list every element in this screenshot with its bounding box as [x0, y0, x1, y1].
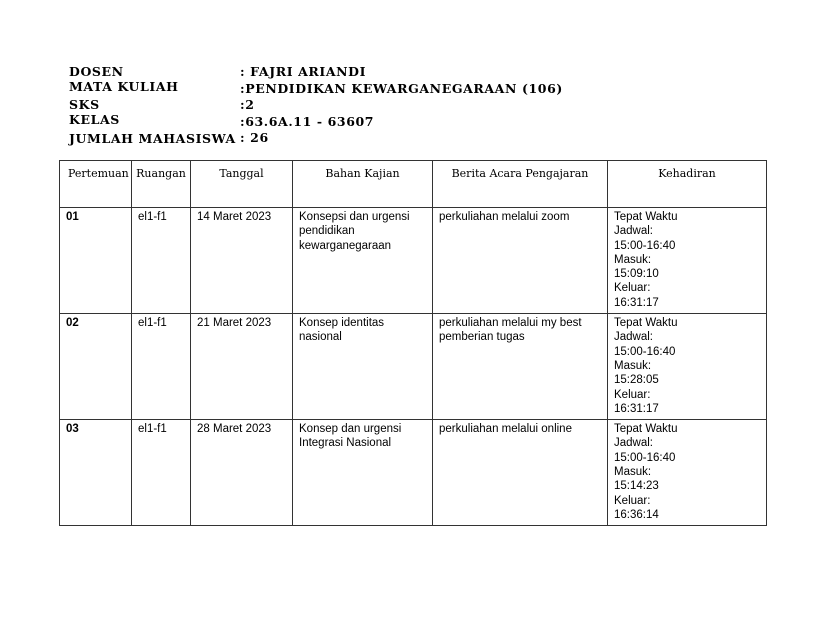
- col-header-pertemuan: Pertemuan: [60, 161, 132, 208]
- cell-pertemuan: 01: [60, 208, 132, 314]
- kehadiran-jadwal-value: 15:00-16:40: [614, 451, 676, 464]
- kehadiran-keluar-value: 16:36:14: [614, 508, 659, 521]
- kehadiran-keluar-label: Keluar:: [614, 282, 651, 295]
- cell-ruangan: el1-f1: [132, 314, 191, 420]
- kehadiran-keluar-label: Keluar:: [614, 388, 651, 401]
- cell-berita-acara: perkuliahan melalui my best pemberian tugas: [433, 314, 608, 420]
- kehadiran-jadwal-value: 15:00-16:40: [614, 345, 676, 358]
- dosen-value: : FAJRI ARIANDI: [240, 64, 367, 79]
- cell-ruangan: el1-f1: [132, 208, 191, 314]
- kelas-value: :63.6A.11 - 63607: [240, 113, 375, 129]
- kehadiran-status: Tepat Waktu: [614, 211, 678, 223]
- cell-bahan-kajian: Konsep identitas nasional: [293, 314, 433, 420]
- table-row: [60, 420, 767, 526]
- kehadiran-jadwal-label: Jadwal:: [614, 331, 653, 344]
- kehadiran-jadwal-label: Jadwal:: [614, 225, 653, 238]
- cell-bahan-kajian: Konsepsi dan urgensi pendidikan kewarganegaraan: [293, 208, 433, 314]
- kehadiran-status: Tepat Waktu: [614, 317, 678, 330]
- kehadiran-keluar-value: 16:31:17: [614, 296, 659, 309]
- cell-kehadiran: [608, 314, 767, 420]
- kehadiran-jadwal-value: 15:00-16:40: [614, 239, 676, 252]
- cell-berita-acara: perkuliahan melalui zoom: [433, 208, 608, 314]
- matkul-value: :PENDIDIKAN KEWARGANEGARAAN (106): [240, 80, 563, 96]
- col-header-bahan-kajian: Bahan Kajian: [293, 161, 433, 208]
- cell-bahan-kajian: Konsep dan urgensi Integrasi Nasional: [293, 420, 433, 526]
- cell-tanggal: 21 Maret 2023: [191, 314, 293, 420]
- matkul-label: MATA KULIAH: [69, 78, 179, 94]
- kehadiran-masuk-value: 15:14:23: [614, 480, 659, 493]
- dosen-label: DOSEN: [69, 64, 124, 79]
- kehadiran-masuk-label: Masuk:: [614, 359, 652, 372]
- sks-label: SKS: [69, 97, 100, 112]
- table-row: [60, 314, 767, 420]
- col-header-ruangan: Ruangan: [132, 161, 191, 208]
- cell-tanggal: 14 Maret 2023: [191, 208, 293, 314]
- col-header-tanggal: Tanggal: [191, 161, 293, 208]
- sks-value: :2: [240, 97, 255, 112]
- cell-kehadiran: [608, 420, 767, 526]
- cell-tanggal: 28 Maret 2023: [191, 420, 293, 526]
- kelas-label: KELAS: [69, 111, 120, 127]
- kehadiran-keluar-value: 16:31:17: [614, 402, 659, 415]
- jumlah-value: : 26: [240, 130, 269, 145]
- kehadiran-masuk-value: 15:09:10: [614, 268, 659, 281]
- kehadiran-masuk-value: 15:28:05: [614, 374, 659, 387]
- table-header-row: [60, 161, 767, 208]
- cell-pertemuan: 02: [60, 314, 132, 420]
- kehadiran-masuk-label: Masuk:: [614, 466, 652, 479]
- kehadiran-keluar-label: Keluar:: [614, 494, 651, 507]
- kehadiran-status: Tepat Waktu: [614, 423, 678, 436]
- kehadiran-jadwal-label: Jadwal:: [614, 437, 653, 450]
- cell-pertemuan: 03: [60, 420, 132, 526]
- attendance-table: [59, 160, 767, 526]
- kehadiran-masuk-label: Masuk:: [614, 253, 652, 266]
- jumlah-label: JUMLAH MAHASISWA: [69, 131, 236, 146]
- cell-ruangan: el1-f1: [132, 420, 191, 526]
- col-header-berita-acara: Berita Acara Pengajaran: [433, 161, 608, 208]
- table-row: [60, 208, 767, 314]
- cell-berita-acara: perkuliahan melalui online: [433, 420, 608, 526]
- col-header-kehadiran: Kehadiran: [608, 161, 767, 208]
- cell-kehadiran: [608, 208, 767, 314]
